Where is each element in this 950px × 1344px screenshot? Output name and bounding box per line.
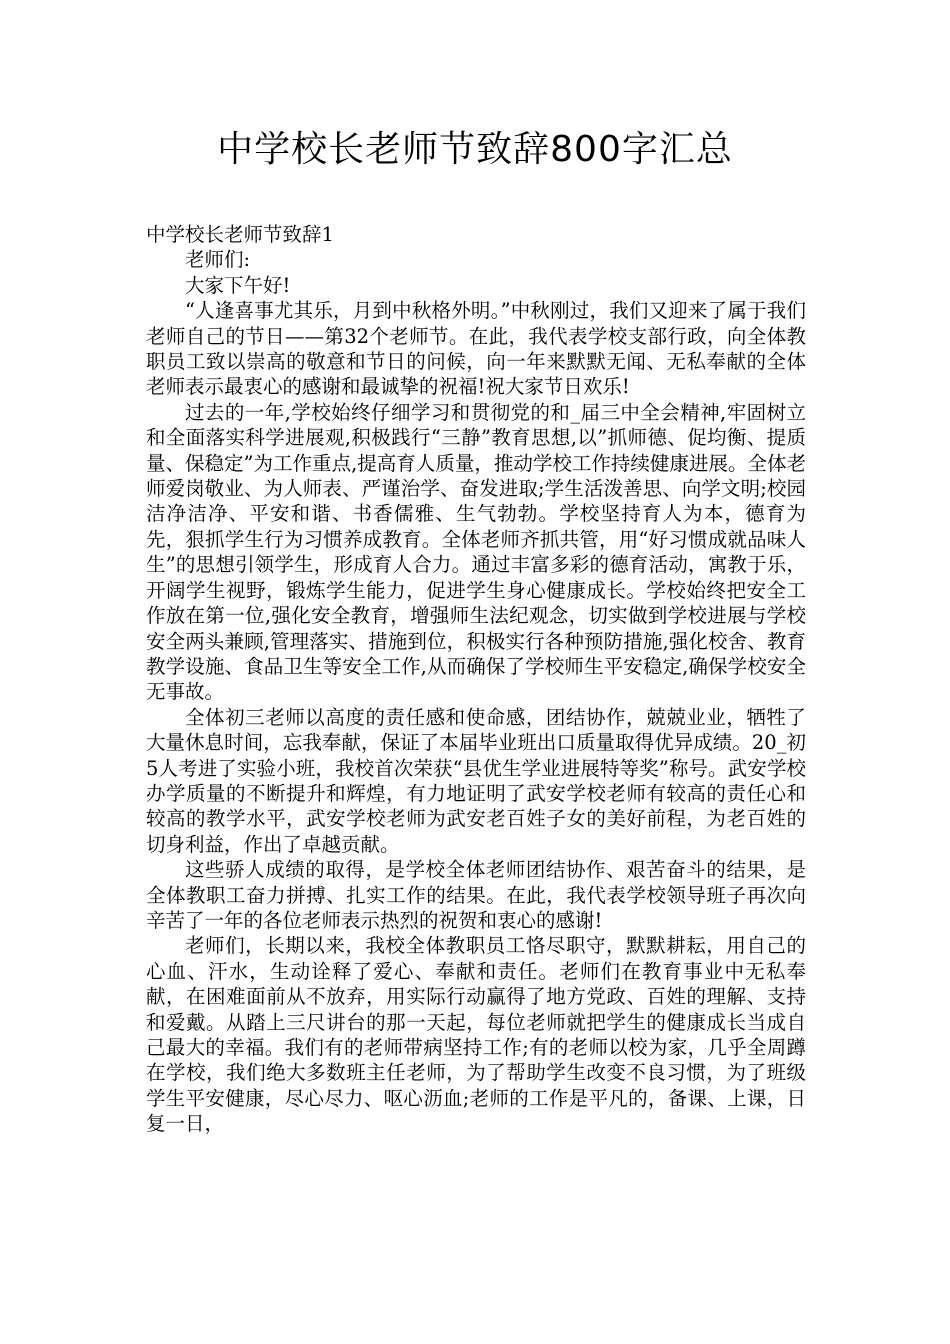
paragraph-opening: “人逢喜事尤其乐，月到中秋格外明。”中秋刚过，我们又迎来了属于我们老师自己的节日——第32个老师节。在此，我代表学校支部行政，向全体教职员工致以崇高的敬意和节日的问候，向一年来默默无闻、无私奉献的全体老师表示最衷心的感谢和最诚挚的祝福!祝大家节日欢乐! <box>146 299 806 399</box>
paragraph-achievements: 这些骄人成绩的取得，是学校全体老师团结协作、艰苦奋斗的结果，是全体教职工奋力拼搏、扎实工作的结果。在此，我代表学校领导班子再次向辛苦了一年的各位老师表示热烈的祝贺和衷心的感谢! <box>146 858 806 932</box>
document-body <box>146 222 806 1137</box>
paragraph-greeting: 大家下午好! <box>185 273 291 297</box>
paragraph-past-year: 过去的一年,学校始终仔细学习和贯彻党的和_届三中全会精神,牢固树立和全面落实科学进展观,积极践行“三静”教育思想,以”抓师德、促均衡、提质量、保稳定”为工作重点,提高育人质量，推动学校工作持续健康进展。全体老师爱岗敬业、为人师表、严谨治学、奋发进取;学生活泼善思、向学文明;校园洁净洁净、平安和谐、书香儒雅、生气勃勃。学校坚持育人为本，德育为先，狠抓学生行为习惯养成教育。全体老师齐抓共管，用“好习惯成就品味人生”的思想引领学生，形成育人合力。通过丰富多彩的德育活动，寓教于乐，开阔学生视野，锻炼学生能力，促进学生身心健康成长。学校始终把安全工作放在第一位,强化安全教育，增强师生法纪观念，切实做到学校进展与学校安全两头兼顾,管理落实、措施到位，积极实行各种预防措施,强化校舍、教育教学设施、食品卫生等安全工作,从而确保了学校师生平安稳定,确保学校安全无事故。 <box>146 400 806 704</box>
paragraph-dedication: 老师们，长期以来，我校全体教职员工恪尽职守，默默耕耘，用自己的心血、汗水，生动诠释了爱心、奉献和责任。老师们在教育事业中无私奉献，在困难面前从不放弃，用实际行动赢得了地方党政、百姓的理解、支持和爱戴。从踏上三尺讲台的那一天起，每位老师就把学生的健康成长当成自己最大的幸福。我们有的老师带病坚持工作;有的老师以校为家，几乎全周蹲在学校，我们绝大多数班主任老师，为了帮助学生改变不良习惯，为了班级学生平安健康，尽心尽力、呕心沥血;老师的工作是平凡的，备课、上课，日复一日， <box>146 934 806 1136</box>
paragraph-salutation: 老师们: <box>185 248 251 272</box>
paragraph-grade-nine-teachers: 全体初三老师以高度的责任感和使命感，团结协作，兢兢业业，牺牲了大量休息时间，忘我奉献，保证了本届毕业班出口质量取得优异成绩。20_初5人考进了实验小班，我校首次荣获“县优生学业进展特等奖”称号。武安学校办学质量的不断提升和辉煌，有力地证明了武安学校老师有较高的责任心和较高的教学水平，武安学校老师为武安老百姓子女的美好前程，为老百姓的切身利益，作出了卓越贡献。 <box>146 705 806 856</box>
section-heading: 中学校长老师节致辞1 <box>146 223 334 246</box>
document-title: 中学校长老师节致辞800字汇总 <box>217 129 733 170</box>
